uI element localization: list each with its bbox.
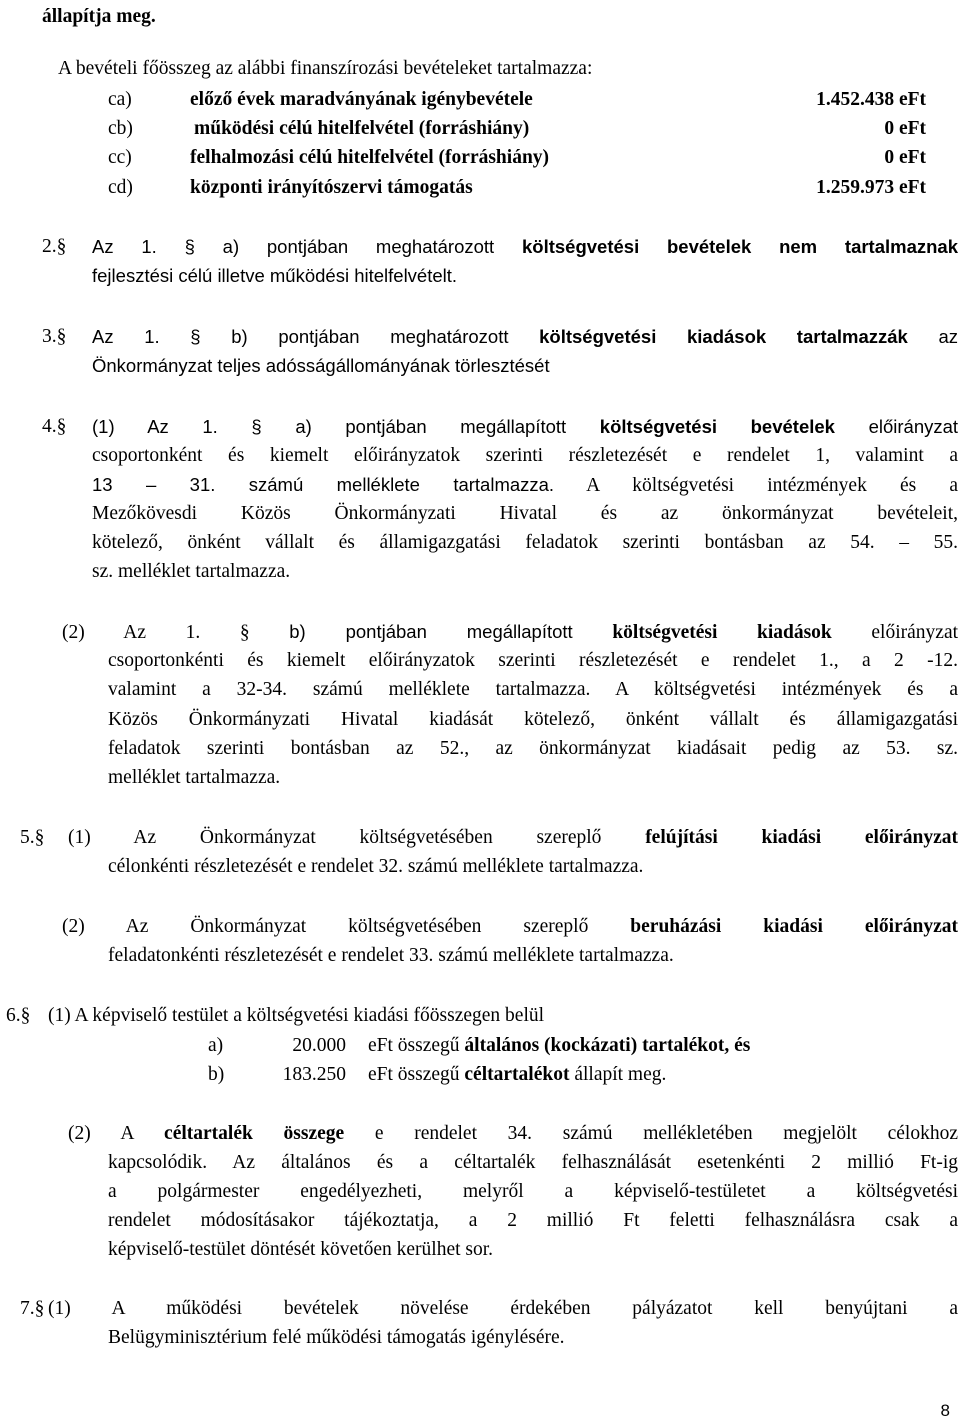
- list-item-code: b): [208, 1064, 225, 1085]
- section-4-par-2-line-3: valamint a 32-34. számú melléklete tartalmazza. A költségvetési intézmények és a: [108, 679, 958, 700]
- section-7-line-2: Belügyminisztérium felé működési támogatás igénylésére.: [108, 1327, 565, 1348]
- list-item-amount: 0 eFt: [884, 118, 926, 139]
- section-2-line-2: fejlesztési célú illetve működési hitelfelvételt.: [92, 265, 458, 286]
- section-4-par-1-line-4: Mezőkövesdi Közös Önkormányzati Hivatal és az önkormányzat bevételeit,: [92, 503, 958, 524]
- section-4-par-2-line-1: (2) Az 1. § b) pontjában megállapított költségvetési kiadások előirányzat: [62, 621, 959, 643]
- section-5-par-2-line-2: feladatonkénti részletezését e rendelet 33. számú melléklete tartalmazza.: [108, 945, 674, 966]
- section-6-par-1-line-1: (1) A képviselő testület a költségvetési kiadási főösszegen belül: [48, 1005, 545, 1026]
- section-4-par-2-line-2: csoportonkénti és kiemelt előirányzatok szerinti részletezését e rendelet 1., a 2 -12.: [108, 650, 958, 671]
- list-item-text: eFt összegű általános (kockázati) tartalékot, és: [368, 1035, 751, 1056]
- section-4-par-2-line-5: feladatok szerinti bontásban az 52., az önkormányzat kiadásait pedig az 53. sz.: [108, 738, 958, 759]
- section-number: 5.§: [20, 827, 45, 848]
- section-sign: §: [34, 827, 45, 848]
- section-4-par-1-line-2: csoportonként és kiemelt előirányzatok szerinti részletezését e rendelet 1, valamint a: [92, 445, 958, 466]
- list-item-amount: 183.250: [282, 1064, 346, 1085]
- list-item-amount: 1.259.973 eFt: [816, 177, 926, 198]
- list-item-code: cd): [108, 177, 133, 198]
- list-item-amount: 20.000: [292, 1035, 346, 1056]
- list-item-code: a): [208, 1035, 224, 1056]
- section-4-par-2-line-6: melléklet tartalmazza.: [108, 767, 281, 788]
- heading-fragment: állapítja meg.: [42, 6, 156, 27]
- section-4-par-2-line-4: Közös Önkormányzati Hivatal kiadását kötelező, önként vállalt és államigazgatási: [108, 709, 958, 730]
- list-item-text: eFt összegű céltartalékot állapít meg.: [368, 1064, 667, 1085]
- section-4-par-1-line-6: sz. melléklet tartalmazza.: [92, 561, 291, 582]
- section-4-par-1-line-5: kötelező, önként vállalt és államigazgatási feladatok szerinti bontásban az 54. – 55.: [92, 532, 958, 553]
- list-item-code: cc): [108, 147, 132, 168]
- section-5-par-1-line-2: célonkénti részletezését e rendelet 32. számú melléklete tartalmazza.: [108, 856, 644, 877]
- list-item-amount: 0 eFt: [884, 147, 926, 168]
- list-item-label: központi irányítószervi támogatás: [190, 177, 473, 198]
- section-4-par-1-line-3: 13 – 31. számú melléklete tartalmazza. A költségvetési intézmények és a: [92, 474, 958, 496]
- section-sign: §: [20, 1005, 31, 1026]
- section-sign: §: [56, 326, 67, 347]
- section-6-par-2-line-4: rendelet módosításakor tájékoztatja, a 2 millió Ft feletti felhasználásra csak a: [108, 1210, 958, 1231]
- list-item-label: előző évek maradványának igénybevétele: [190, 89, 533, 110]
- section-number: 2.§: [42, 236, 67, 257]
- section-4-par-1-line-1: (1) Az 1. § a) pontjában megállapított költségvetési bevételek előirányzat: [92, 416, 959, 437]
- section-6-par-2-line-1: (2) A céltartalék összege e rendelet 34. számú mellékletében megjelölt célokhoz: [68, 1123, 959, 1144]
- page-number: 8: [940, 1401, 950, 1420]
- section-number: 6.§: [6, 1005, 31, 1026]
- intro-text: A bevételi főösszeg az alábbi finanszírozási bevételeket tartalmazza:: [58, 58, 593, 79]
- section-sign: §: [34, 1298, 45, 1319]
- list-item-label: működési célú hitelfelvétel (forráshiány): [194, 118, 530, 139]
- section-3-line-2: Önkormányzat teljes adósságállományának törlesztését: [92, 355, 550, 376]
- section-3-line-1: Az 1. § b) pontjában meghatározott költségvetési kiadások tartalmazzák az: [92, 326, 959, 347]
- section-2-line-1: Az 1. § a) pontjában meghatározott költségvetési bevételek nem tartalmaznak: [92, 236, 959, 257]
- section-6-par-2-line-3: a polgármester engedélyezheti, melyről a képviselő-testületet a költségvetési: [108, 1181, 958, 1202]
- section-5-par-1-line-1: (1) Az Önkormányzat költségvetésében szereplő felújítási kiadási előirányzat: [68, 827, 959, 848]
- list-item-label: felhalmozási célú hitelfelvétel (forráshiány): [190, 147, 550, 168]
- section-number: 4.§: [42, 416, 67, 437]
- list-item-code: ca): [108, 89, 132, 110]
- section-6-par-2-line-5: képviselő-testület döntését követően kerülhet sor.: [108, 1239, 494, 1260]
- section-7-line-1: (1) A működési bevételek növelése érdekében pályázatot kell benyújtani a: [48, 1298, 958, 1319]
- list-item-amount: 1.452.438 eFt: [816, 89, 926, 110]
- section-sign: §: [56, 416, 67, 437]
- section-number: 7.§: [20, 1298, 45, 1319]
- section-sign: §: [56, 236, 67, 257]
- section-5-par-2-line-1: (2) Az Önkormányzat költségvetésében szereplő beruházási kiadási előirányzat: [62, 916, 958, 937]
- section-6-par-2-line-2: kapcsolódik. Az általános és a céltartalék felhasználását esetenkénti 2 millió Ft-ig: [108, 1152, 958, 1173]
- list-item-code: cb): [108, 118, 133, 139]
- section-number: 3.§: [42, 326, 67, 347]
